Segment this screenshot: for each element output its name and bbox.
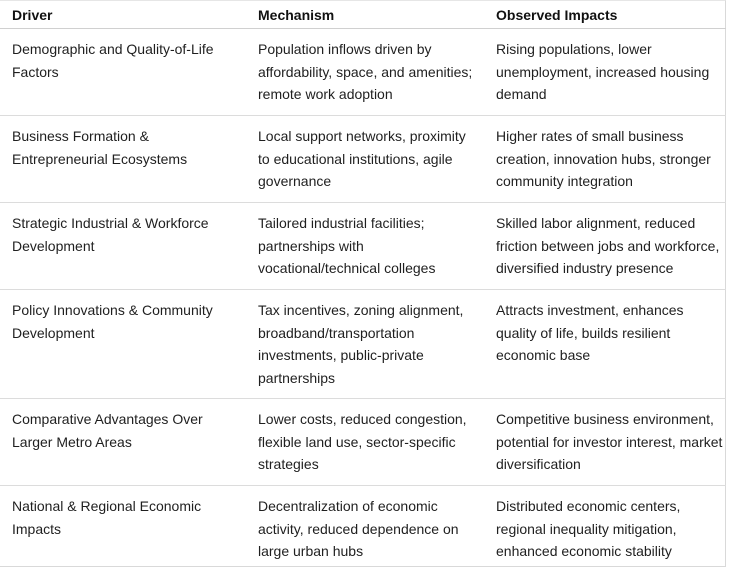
table-header — [0, 1, 726, 29]
driver-cell: Demographic and Quality-of-Life Factors — [0, 29, 246, 116]
table-row — [0, 203, 726, 290]
header-row — [0, 1, 726, 29]
driver-cell: Strategic Industrial & Workforce Development — [0, 203, 246, 290]
mechanism-cell: Lower costs, reduced congestion, flexible land use, sector-specific strategies — [246, 399, 484, 486]
table-body — [0, 29, 726, 571]
impacts-cell: Skilled labor alignment, reduced friction between jobs and workforce, diversified industry presence — [484, 203, 726, 290]
drivers-table — [0, 1, 726, 571]
column-header-observed-impacts: Observed Impacts — [484, 1, 726, 29]
mechanism-cell: Local support networks, proximity to educational institutions, agile governance — [246, 116, 484, 203]
impacts-cell: Competitive business environment, potential for investor interest, market diversification — [484, 399, 726, 486]
column-header-driver: Driver — [0, 1, 246, 29]
mechanism-cell: Decentralization of economic activity, reduced dependence on large urban hubs — [258, 498, 459, 559]
table-row — [0, 290, 726, 399]
driver-cell: National & Regional Economic Impacts — [12, 498, 202, 537]
mechanism-cell: Population inflows driven by affordability, space, and amenities; remote work adoption — [246, 29, 484, 116]
table-row — [0, 486, 726, 571]
driver-cell: Comparative Advantages Over Larger Metro Areas — [0, 399, 246, 486]
impacts-cell: Rising populations, lower unemployment, increased housing demand — [484, 29, 726, 116]
impacts-cell: Attracts investment, enhances quality of life, builds resilient economic base — [484, 290, 726, 399]
impacts-cell: Higher rates of small business creation, innovation hubs, stronger community integration — [484, 116, 726, 203]
mechanism-cell: Tax incentives, zoning alignment, broadband/transportation investments, public-private partnerships — [246, 290, 484, 399]
table-row — [0, 399, 726, 486]
table-row — [0, 116, 726, 203]
impacts-cell: Distributed economic centers, regional inequality mitigation, enhanced economic stability — [496, 498, 681, 559]
driver-cell: Policy Innovations & Community Development — [0, 290, 246, 399]
driver-cell: Business Formation & Entrepreneurial Ecosystems — [0, 116, 246, 203]
table-row — [0, 29, 726, 116]
column-header-mechanism: Mechanism — [246, 1, 484, 29]
mechanism-cell: Tailored industrial facilities; partnerships with vocational/technical colleges — [246, 203, 484, 290]
